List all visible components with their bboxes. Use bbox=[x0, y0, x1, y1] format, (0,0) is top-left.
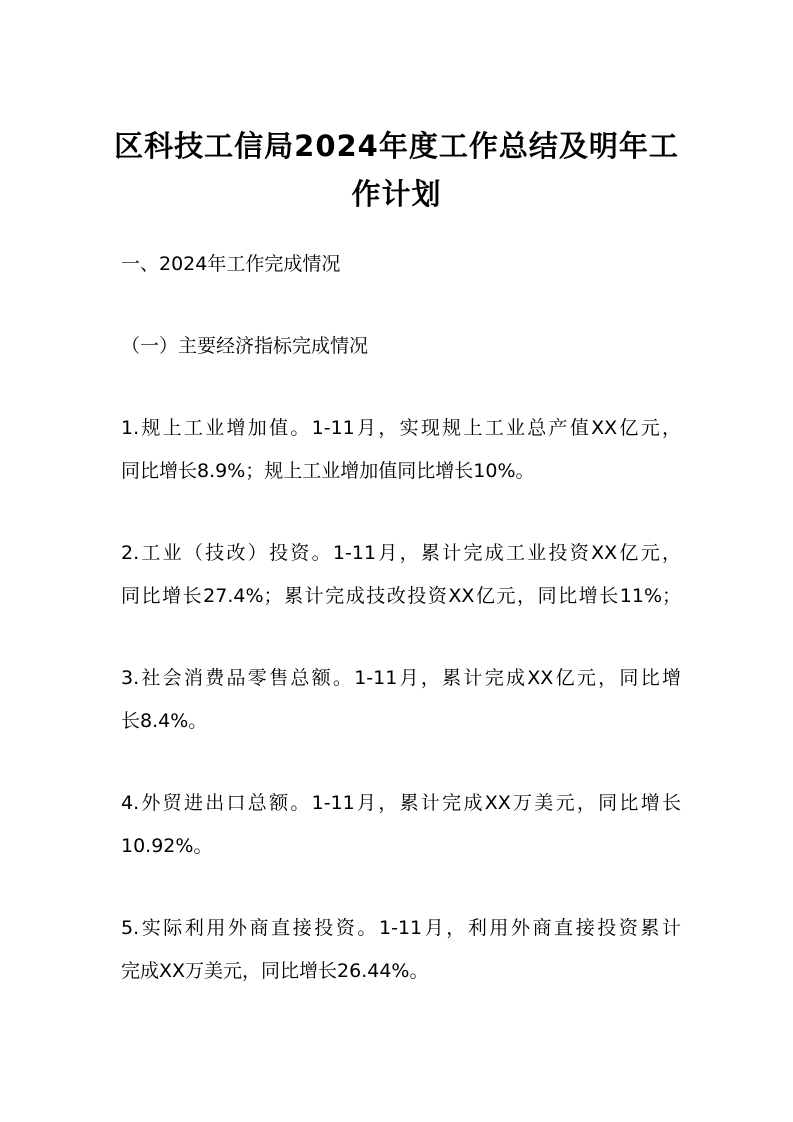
document-title-line-1: 区科技工信局2024年度工作总结及明年工 bbox=[114, 129, 679, 163]
document-title-line-2: 作计划 bbox=[351, 177, 442, 211]
item-4-line-1: 4.外贸进出口总额。1-11月，累计完成XX万美元，同比增长 bbox=[121, 792, 681, 814]
item-3-line-1: 3.社会消费品零售总额。1-11月，累计完成XX亿元，同比增 bbox=[121, 667, 681, 689]
item-1-line-1: 1.规上工业增加值。1-11月，实现规上工业总产值XX亿元， bbox=[121, 417, 681, 439]
item-2-line-2: 同比增长27.4%；累计完成技改投资XX亿元，同比增长11%； bbox=[121, 585, 681, 607]
item-5-line-2: 完成XX万美元，同比增长26.44%。 bbox=[121, 960, 429, 982]
section-heading: 一、2024年工作完成情况 bbox=[121, 253, 341, 275]
item-4-line-2: 10.92%。 bbox=[121, 835, 213, 857]
item-3-line-2: 长8.4%。 bbox=[121, 710, 208, 732]
subsection-heading: （一）主要经济指标完成情况 bbox=[121, 335, 369, 357]
item-2-line-1: 2.工业（技改）投资。1-11月，累计完成工业投资XX亿元， bbox=[121, 542, 681, 564]
item-5-line-1: 5.实际利用外商直接投资。1-11月，利用外商直接投资累计 bbox=[121, 917, 681, 939]
item-1-line-2: 同比增长8.9%；规上工业增加值同比增长10%。 bbox=[121, 460, 535, 482]
